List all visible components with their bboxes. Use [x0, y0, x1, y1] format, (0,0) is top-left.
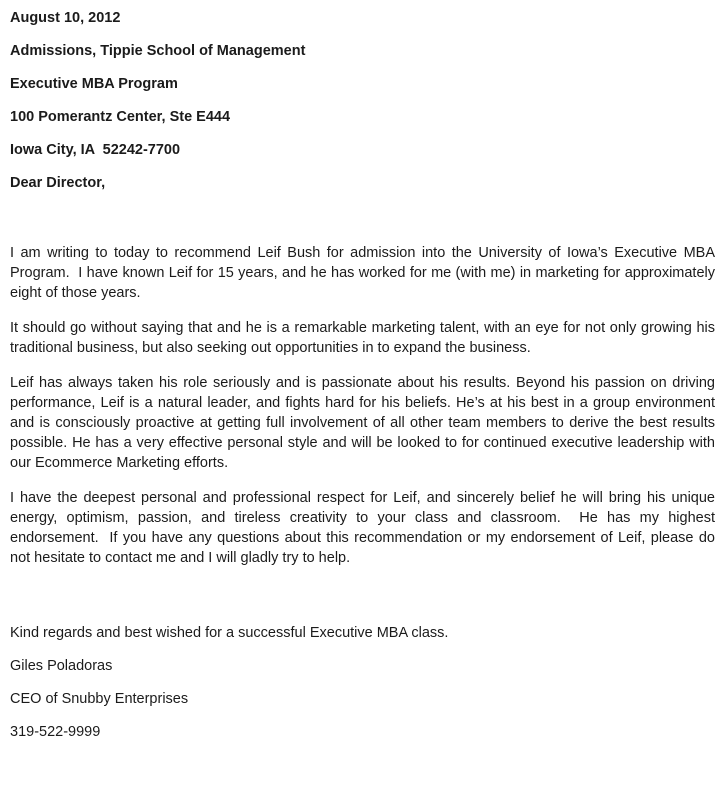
- signature-title: CEO of Snubby Enterprises: [10, 691, 189, 707]
- body-paragraph-1: I am writing to today to recommend Leif Bush for admission into the University of Iowa’s Executive MBA Program. I have known Leif for 15 years, and he has worked for me (with me) in marketing for approximately eight of those years.: [10, 245, 720, 301]
- letter-date: August 10, 2012: [10, 10, 121, 26]
- recipient-program: Executive MBA Program: [10, 76, 178, 92]
- closing-signoff: Kind regards and best wished for a successful Executive MBA class.: [10, 625, 449, 641]
- recipient-city-zip: Iowa City, IA 52242-7700: [10, 142, 181, 158]
- salutation: Dear Director,: [10, 175, 106, 191]
- signature-phone: 319-522-9999: [10, 724, 101, 740]
- body-paragraph-2: It should go without saying that and he is a remarkable marketing talent, with an eye for not only growing his traditional business, but also seeking out opportunities in to expand the business.: [10, 320, 720, 356]
- body-paragraph-3: Leif has always taken his role seriously and is passionate about his results. Beyond his passion on driving performance, Leif is a natural leader, and fights hard for his beliefs. He’s at his best in a group environment and is consciously proactive at getting full involvement of all other team members to derive the best results possible. He has a very effective personal style and will be looked to for continued executive leadership with our Ecommerce Marketing efforts.: [10, 375, 720, 471]
- recipient-office: Admissions, Tippie School of Management: [10, 43, 306, 59]
- signature-name: Giles Poladoras: [10, 658, 113, 674]
- recipient-street: 100 Pomerantz Center, Ste E444: [10, 109, 231, 125]
- body-paragraph-4: I have the deepest personal and professional respect for Leif, and sincerely belief he will bring his unique energy, optimism, passion, and tireless creativity to your class and classroom. He has my highest endorsement. If you have any questions about this recommendation or my endorsement of Leif, please do not hesitate to contact me and I will gladly try to help.: [10, 490, 720, 566]
